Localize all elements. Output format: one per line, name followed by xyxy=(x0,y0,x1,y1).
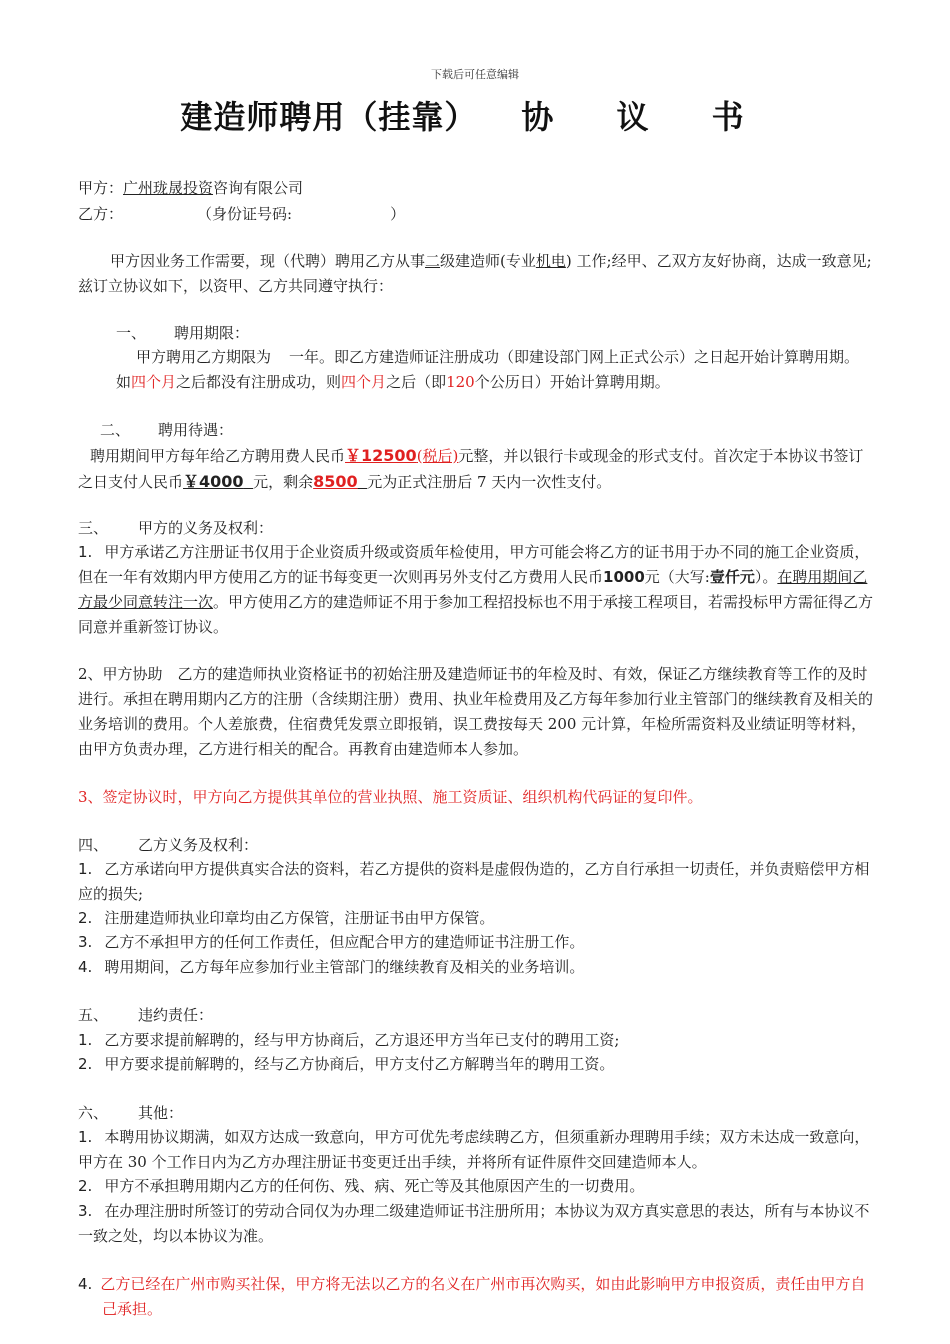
section-5-num: 五、 xyxy=(78,1006,109,1024)
intro-paragraph xyxy=(78,249,874,299)
s2-tax: (税后) xyxy=(416,447,459,465)
s2-text-1: 聘用期间甲方每年给乙方聘用费人民币 xyxy=(90,447,346,465)
s3-i1-num: 1. xyxy=(78,543,93,561)
section-2-num: 二、 xyxy=(100,421,131,439)
s6-i4-num: 4. xyxy=(78,1275,93,1293)
s1-red-3: 120 xyxy=(446,373,475,391)
section-4-heading xyxy=(78,833,874,858)
s2-rest-pay: 8500 xyxy=(313,472,358,491)
section-4-item xyxy=(78,930,874,955)
s1-text-3: 如 xyxy=(116,373,132,391)
s4-i3-num: 3. xyxy=(78,933,93,951)
section-4-item xyxy=(78,906,874,931)
s5-i1-text: 乙方要求提前解聘的，经与甲方协商后，乙方退还甲方当年已支付的聘用工资; xyxy=(104,1031,620,1049)
section-5-item xyxy=(78,1052,874,1077)
s4-i4-text: 聘用期间，乙方每年应参加行业主管部门的继续教育及相关的业务培训。 xyxy=(104,958,585,976)
party-a-line xyxy=(78,176,874,201)
section-6-heading xyxy=(78,1101,874,1126)
s4-i4-num: 4. xyxy=(78,958,93,976)
party-a-name: 广州珑晟投资 xyxy=(123,179,214,197)
s3-i1-caps: 壹仟元 xyxy=(709,568,755,586)
section-6-title: 其他： xyxy=(138,1104,184,1122)
s6-i4-text: 乙方已经在广州市购买社保，甲方将无法以乙方的名义在广州市再次购买，如由此影响甲方申报资质，责任由甲方自己承担。 xyxy=(100,1275,866,1318)
section-3-item-2: 2、甲方协助 乙方的建造师执业资格证书的初始注册及建造师证书的年检及时、有效，保证乙方继续教育等工作的及时进行。承担在聘用期内乙方的注册（含续期注册）费用、执业年检费用及乙方每年参加行业主管部门的继续教育及相关的业务培训的费用。个人差旅费，住宿费凭发票立即报销，误工费按每天 200 元计算，年检所需资料及业绩证明等材料，由甲方负责办理，乙方进行相关的配合。再教育由建造师本人参加。 xyxy=(78,665,874,758)
document-title xyxy=(0,92,950,138)
intro-text-2: 级建造师(专业 xyxy=(440,252,536,270)
party-b-id-label: （身份证号码: xyxy=(197,205,293,223)
s1-red-2: 四个月 xyxy=(341,373,387,391)
s4-i1-text: 乙方承诺向甲方提供真实合法的资料，若乙方提供的资料是虚假伪造的，乙方自行承担一切责任，并负责赔偿甲方相应的损失; xyxy=(78,860,870,903)
section-6-item-4 xyxy=(78,1272,874,1322)
section-3-heading xyxy=(78,516,874,541)
s3-i1-fee: 1000 xyxy=(603,568,645,586)
s6-i2-num: 2. xyxy=(78,1177,93,1195)
section-5-title: 违约责任： xyxy=(138,1006,214,1024)
s6-i1-text: 本聘用协议期满，如双方达成一致意向，甲方可优先考虑续聘乙方，但须重新办理聘用手续；双方未达成一致意向，甲方在 30 个工作日内为乙方办理注册证书变更迁出手续，并将所有证件原件交回建造师本人。 xyxy=(78,1128,870,1171)
s1-red-1: 四个月 xyxy=(131,373,177,391)
section-5-item xyxy=(78,1028,874,1053)
section-2-heading xyxy=(100,418,874,443)
s1-text-4: 之后都没有注册成功，则 xyxy=(176,373,342,391)
s2-first-pay: ￥4000 xyxy=(183,472,244,491)
s5-i2-num: 2. xyxy=(78,1055,93,1073)
s2-text-4: 元为正式注册后 7 天内一次性支付。 xyxy=(367,473,612,491)
section-1-title: 聘用期限： xyxy=(174,324,250,342)
party-a-label: 甲方： xyxy=(78,179,124,197)
section-1-num: 一、 xyxy=(116,324,147,342)
section-3-num: 三、 xyxy=(78,519,109,537)
intro-text-1: 甲方因业务工作需要，现（代聘）聘用乙方从事 xyxy=(110,252,426,270)
s4-i2-text: 注册建造师执业印章均由乙方保管，注册证书由甲方保管。 xyxy=(104,909,495,927)
section-3-item-3: 3、签定协议时，甲方向乙方提供其单位的营业执照、施工资质证、组织机构代码证的复印件。 xyxy=(78,788,703,806)
s5-i1-num: 1. xyxy=(78,1031,93,1049)
intro-text-3: ) 工作;经甲、乙双方友好协商，达成一致意见;兹订立协议如下，以资甲、乙方共同遵守执行： xyxy=(78,252,872,295)
party-b-id-close: ） xyxy=(390,205,406,223)
section-6-num: 六、 xyxy=(78,1104,109,1122)
section-2-title: 聘用待遇： xyxy=(158,421,234,439)
section-4-item xyxy=(78,955,874,980)
s1-text-1: 甲方聘用乙方期限为 xyxy=(136,348,272,366)
section-1-heading xyxy=(116,321,874,346)
section-6-item xyxy=(78,1199,874,1249)
section-1-body xyxy=(116,345,874,395)
section-4-item xyxy=(78,857,874,907)
s6-i2-text: 甲方不承担聘用期内乙方的任何伤、残、病、死亡等及其他原因产生的一切费用。 xyxy=(104,1177,645,1195)
s1-text-2: 一年。即乙方建造师证注册成功（即建设部门网上正式公示）之日起开始计算聘用期。 xyxy=(289,348,860,366)
s1-text-6: 个公历日）开始计算聘用期。 xyxy=(474,373,670,391)
title-tail: 协 议 书 xyxy=(521,98,770,136)
section-2-body xyxy=(78,443,874,495)
s6-i3-num: 3. xyxy=(78,1202,93,1220)
section-6-item xyxy=(78,1174,874,1199)
title-main: 建造师聘用（挂靠） xyxy=(180,98,478,136)
s2-text-3: 元，剩余 xyxy=(253,473,314,491)
section-3-item-1 xyxy=(78,540,874,640)
section-4-title: 乙方义务及权利： xyxy=(138,836,259,854)
section-5-heading xyxy=(78,1003,874,1028)
section-4-num: 四、 xyxy=(78,836,109,854)
s5-i2-text: 甲方要求提前解聘的，经与乙方协商后，甲方支付乙方解聘当年的聘用工资。 xyxy=(104,1055,615,1073)
s3-i1-text-b: 元（大写: xyxy=(644,568,710,586)
intro-grade: 二 xyxy=(425,252,441,270)
s4-i3-text: 乙方不承担甲方的任何工作责任，但应配合甲方的建造师证书注册工作。 xyxy=(104,933,585,951)
s6-i1-num: 1. xyxy=(78,1128,93,1146)
intro-major: 机电 xyxy=(535,252,566,270)
s4-i1-num: 1. xyxy=(78,860,93,878)
header-note: 下载后可任意编辑 xyxy=(431,68,519,81)
s4-i2-num: 2. xyxy=(78,909,93,927)
party-b-label: 乙方： xyxy=(78,205,124,223)
s6-i3-text: 在办理注册时所签订的劳动合同仅为办理二级建造师证书注册所用；本协议为双方真实意思的表达，所有与本协议不一致之处，均以本协议为准。 xyxy=(78,1202,870,1245)
party-b-line xyxy=(78,202,874,227)
s3-i1-text-d: 。甲方使用乙方的建造师证不用于参加工程招投标也不用于承接工程项目，若需投标甲方需征得乙方同意并重新签订协议。 xyxy=(78,593,874,636)
s1-text-5: 之后（即 xyxy=(386,373,447,391)
s3-i1-underlined: 在聘用期间乙方最少同意转注一次 xyxy=(78,568,868,611)
section-6-item xyxy=(78,1125,874,1175)
s3-i1-text-a: 甲方承诺乙方注册证书仅用于企业资质升级或资质年检使用，甲方可能会将乙方的证书用于办不同的施工企业资质，但在一年有效期内甲方使用乙方的证书每变更一次则再另外支付乙方费用人民币 xyxy=(78,543,870,586)
s2-text-2: 元整，并以银行卡或现金的形式支付。首次定于本协议书签订之日支付人民币 xyxy=(78,447,864,491)
party-a-name-rest: 咨询有限公司 xyxy=(213,179,304,197)
s3-i1-text-c: ）。 xyxy=(754,568,778,586)
s2-amount: ￥12500 xyxy=(345,446,417,465)
section-3-title: 甲方的义务及权利： xyxy=(138,519,274,537)
